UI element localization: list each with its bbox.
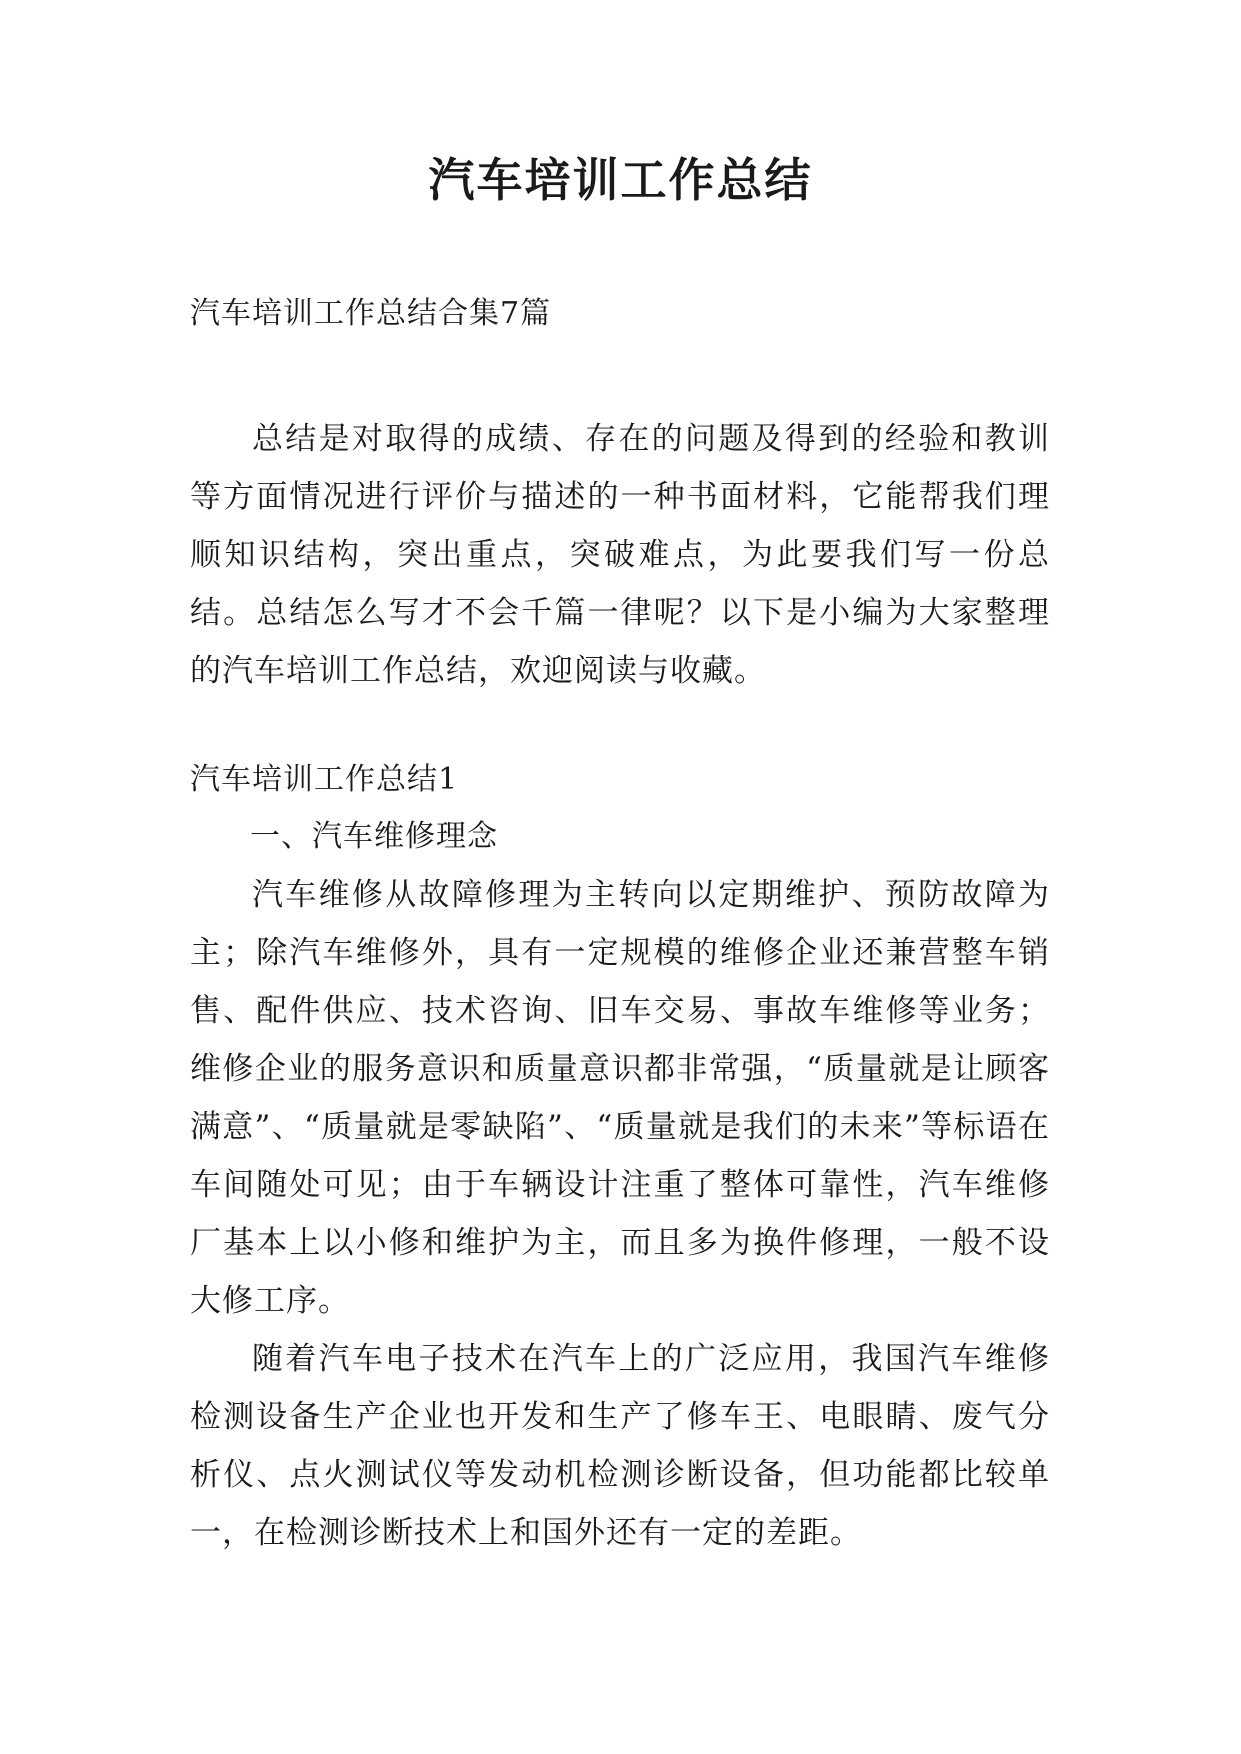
intro-paragraph: 总结是对取得的成绩、存在的问题及得到的经验和教训等方面情况进行评价与描述的一种书面材料，它能帮我们理顺知识结构，突出重点，突破难点，为此要我们写一份总结。总结怎么写才不会千篇一律呢？以下是小编为大家整理的汽车培训工作总结，欢迎阅读与收藏。 bbox=[190, 421, 1050, 689]
intro-section bbox=[190, 410, 1050, 700]
section-paragraph-2: 随着汽车电子技术在汽车上的广泛应用，我国汽车维修检测设备生产企业也开发和生产了修车王、电眼睛、废气分析仪、点火测试仪等发动机检测诊断设备，但功能都比较单一，在检测诊断技术上和国外还有一定的差距。 bbox=[190, 1341, 1050, 1551]
document-subtitle: 汽车培训工作总结合集7篇 bbox=[190, 296, 552, 331]
document-title: 汽车培训工作总结 bbox=[428, 153, 813, 207]
section-body bbox=[190, 808, 1050, 1562]
section-heading: 一、汽车维修理念 bbox=[250, 819, 498, 854]
section-title: 汽车培训工作总结1 bbox=[190, 762, 459, 797]
section-paragraph-1: 汽车维修从故障修理为主转向以定期维护、预防故障为主；除汽车维修外，具有一定规模的维修企业还兼营整车销售、配件供应、技术咨询、旧车交易、事故车维修等业务；维修企业的服务意识和质量意识都非常强，“质量就是让顾客满意”、“质量就是零缺陷”、“质量就是我们的未来”等标语在车间随处可见；由于车辆设计注重了整体可靠性，汽车维修厂基本上以小修和维护为主，而且多为换件修理，一般不设大修工序。 bbox=[190, 877, 1050, 1319]
